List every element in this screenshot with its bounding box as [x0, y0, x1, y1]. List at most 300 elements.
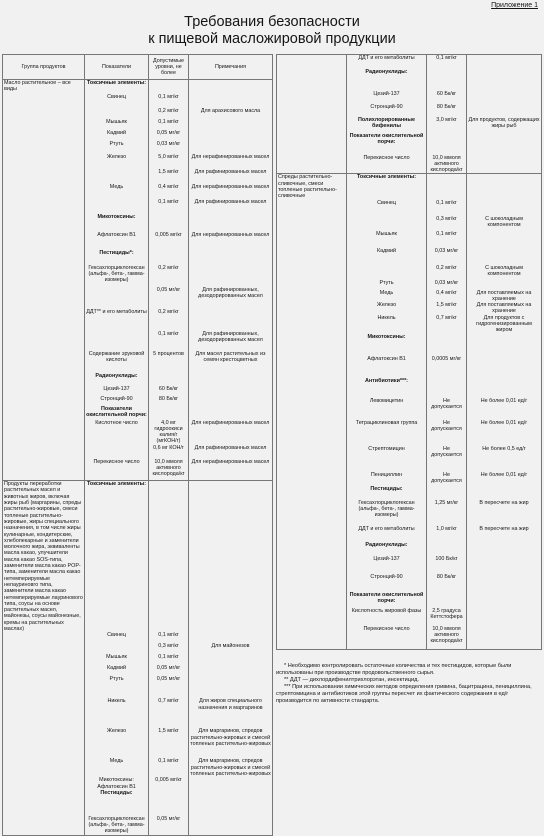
cell-note: Для рафинированных масел — [189, 199, 273, 214]
cell-indicator: Полихлорированные бифенилы — [347, 117, 427, 133]
cell-note — [189, 214, 273, 232]
cell-product-group — [3, 728, 85, 758]
cell-indicator: Радионуклиды: — [85, 373, 149, 386]
cell-allowed-level: 0,1 мг/кг — [149, 199, 189, 214]
table-row — [277, 280, 542, 290]
document-title — [0, 14, 544, 48]
cell-allowed-level — [149, 80, 189, 94]
cell-product-group — [277, 500, 347, 526]
cell-indicator: Медь — [347, 290, 427, 303]
cell-note — [189, 777, 273, 790]
table-row — [277, 91, 542, 104]
cell-allowed-level — [149, 250, 189, 265]
cell-note: С шоколадным компонентом — [467, 216, 542, 231]
cell-allowed-level: 0,1 мг/кг — [427, 200, 467, 216]
cell-allowed-level: 0,05 мг/кг — [149, 130, 189, 141]
cell-allowed-level: 0,005 мг/кг — [149, 777, 189, 790]
cell-product-group — [277, 626, 347, 650]
cell-note — [467, 542, 542, 556]
cell-note — [467, 231, 542, 248]
cell-allowed-level: 0,0005 мг/кг — [427, 356, 467, 378]
table-row — [3, 816, 273, 835]
cell-note: Для рафинированных, дезодорированных масел — [189, 331, 273, 351]
cell-product-group — [277, 556, 347, 574]
table-row — [3, 154, 273, 169]
cell-indicator: Ртуть — [347, 280, 427, 290]
cell-indicator: Никель — [347, 315, 427, 334]
cell-product-group — [3, 643, 85, 654]
table-row — [277, 398, 542, 420]
cell-allowed-level — [427, 174, 467, 200]
cell-note: Для маргаринов, спредов растительно-жировых и смесей топленых растительно-жировых — [189, 728, 273, 758]
cell-note — [467, 280, 542, 290]
cell-indicator: Железо — [85, 728, 149, 758]
cell-allowed-level: 0,1 мг/кг — [149, 331, 189, 351]
cell-allowed-level: 0,03 мг/кг — [427, 248, 467, 265]
cell-allowed-level: 1,5 мг/кг — [427, 302, 467, 315]
cell-allowed-level: 0,1 мг/кг — [149, 654, 189, 665]
cell-indicator: Микотоксины: Афлатоксин В1 — [85, 777, 149, 790]
cell-note: Для маргаринов, спредов растительно-жировых и смесей топленых растительно-жировых — [190, 758, 271, 777]
table-row — [3, 459, 273, 481]
cell-note: Для поставляемых на хранение — [467, 290, 542, 303]
cell-allowed-level: 0,2 мг/кг — [149, 309, 189, 331]
cell-allowed-level: 0,005 мг/кг — [149, 232, 189, 250]
cell-indicator: Стрептомицин — [347, 446, 427, 472]
cell-note — [189, 632, 273, 643]
cell-allowed-level: 0,6 мг КОН/г — [149, 445, 189, 459]
cell-note — [467, 356, 542, 378]
table-row — [277, 302, 542, 315]
cell-product-group — [277, 91, 347, 104]
cell-indicator — [85, 287, 149, 309]
table-row — [277, 248, 542, 265]
cell-product-group — [277, 216, 347, 231]
cell-allowed-level: 5,0 мг/кг — [149, 154, 189, 169]
cell-note — [189, 250, 273, 265]
table-row — [3, 130, 273, 141]
right-table-body — [277, 55, 542, 650]
cell-allowed-level: 0,1 мг/кг — [149, 119, 189, 130]
cell-note — [467, 486, 542, 500]
cell-product-group — [277, 592, 347, 608]
table-row — [3, 287, 273, 309]
cell-product-group — [277, 446, 347, 472]
cell-indicator: Кислотное число — [85, 420, 149, 445]
table-row — [277, 486, 542, 500]
cell-indicator: Левомицетин — [347, 398, 427, 420]
cell-indicator: Афлатоксин В1 — [85, 232, 149, 250]
cell-product-group — [277, 155, 347, 174]
table-row — [277, 290, 542, 303]
footnote-1: * Необходимо контролировать остаточные количества и тех пестицидов, которые были использованы при производстве продовольственного сырья. — [276, 663, 512, 676]
cell-product-group — [3, 108, 85, 119]
cell-note: Для нерафинированных масел — [189, 420, 273, 445]
cell-indicator: Токсичные элементы: — [85, 80, 149, 94]
cell-allowed-level — [149, 214, 189, 232]
table-row — [3, 698, 273, 728]
cell-note — [189, 265, 273, 287]
cell-indicator: ДДТ** и его метаболиты — [85, 309, 149, 331]
cell-product-group — [3, 676, 85, 698]
cell-note — [189, 654, 273, 665]
cell-indicator: Гексахлорциклогексан (альфа-, бета-, гамма-изомеры) — [85, 816, 149, 835]
table-row — [3, 351, 273, 373]
cell-indicator: Медь — [85, 184, 149, 199]
cell-note — [467, 378, 542, 398]
cell-product-group — [277, 472, 347, 486]
cell-indicator: Показатели окислительной порчи: — [347, 592, 427, 608]
cell-indicator: Радионуклиды: — [347, 69, 427, 91]
table-row — [3, 94, 273, 108]
cell-product-group — [3, 396, 85, 406]
cell-allowed-level — [427, 133, 467, 155]
cell-product-group — [277, 356, 347, 378]
cell-indicator — [85, 169, 149, 184]
table-row — [3, 331, 273, 351]
cell-indicator — [347, 216, 427, 231]
cell-allowed-level: 0,2 мг/кг — [149, 265, 189, 287]
cell-product-group — [3, 351, 85, 373]
table-row — [277, 592, 542, 608]
cell-allowed-level — [149, 373, 189, 386]
cell-allowed-level — [427, 69, 467, 91]
cell-indicator: Микотоксины: — [347, 334, 427, 356]
table-row — [3, 481, 273, 633]
cell-note: Для нерафинированных масел — [189, 184, 273, 199]
table-row — [3, 676, 273, 698]
cell-allowed-level — [149, 790, 189, 816]
table-row — [3, 141, 273, 154]
cell-allowed-level: 0,3 мг/кг — [149, 643, 189, 654]
table-row — [3, 420, 273, 445]
cell-product-group — [3, 265, 85, 287]
cell-allowed-level: 0,1 мг/кг — [427, 55, 467, 69]
table-row — [277, 231, 542, 248]
cell-allowed-level: 1,25 мг/кг — [427, 500, 467, 526]
cell-product-group — [3, 665, 85, 676]
cell-note: В пересчете на жир — [467, 500, 542, 526]
cell-product-group — [3, 698, 85, 728]
header-notes: Примечания — [189, 55, 273, 80]
cell-note: Для рафинированных, дезодорированных масел — [189, 287, 273, 309]
cell-product-group — [277, 315, 347, 334]
cell-indicator — [347, 265, 427, 280]
table-row — [3, 250, 273, 265]
cell-indicator: Показатели окислительной порчи: — [86, 405, 147, 418]
table-row — [3, 777, 273, 790]
table-row — [277, 542, 542, 556]
cell-indicator: Токсичные элементы: — [347, 174, 427, 200]
cell-indicator: Цезий-137 — [347, 556, 427, 574]
cell-product-group — [277, 608, 347, 626]
cell-note — [467, 556, 542, 574]
cell-allowed-level — [427, 542, 467, 556]
cell-note: В пересчете на жир — [467, 526, 542, 542]
cell-note — [467, 174, 542, 200]
cell-product-group — [3, 632, 85, 643]
cell-note — [467, 133, 542, 155]
cell-note: Для продуктов, содержащих жиры рыб — [467, 117, 542, 133]
cell-indicator: Микотоксины: — [85, 214, 149, 232]
cell-note: Не более 0,01 ед/г — [467, 398, 542, 420]
table-row — [277, 200, 542, 216]
cell-indicator: Антибиотики***: — [347, 378, 427, 398]
cell-note — [189, 119, 273, 130]
cell-allowed-level: Не допускается — [427, 398, 467, 420]
table-row — [3, 169, 273, 184]
table-row — [3, 406, 273, 420]
cell-allowed-level — [149, 406, 189, 420]
cell-allowed-level: 1,5 мг/кг — [149, 169, 189, 184]
cell-product-group — [277, 290, 347, 303]
cell-indicator: Мышьяк — [347, 231, 427, 248]
cell-note — [189, 386, 273, 396]
cell-indicator: ДДТ и его метаболиты — [347, 526, 427, 542]
cell-product-group — [3, 654, 85, 665]
cell-indicator: Пестициды: — [347, 486, 427, 500]
cell-note — [467, 334, 542, 356]
cell-product-group: Продукты переработки растительных масел и животных жиров, включая жиры рыб (маргарины, спреды растительно-жировые, смеси топленые растительно-жировые, жиры специального назначения, в том числе жиры кулинарные, кондитерские, хлебопекарные и заменители молочного жира, эквиваленты масла какао, улучшители масла какао SOS-типа, заменители масла какао POP-типа, заменители масла какао нетемперируемые нелауриновго типа, заменители масла какао нетемперируемые лауринового типа, соусы на основе растительных масел, майонезы, соусы майонезные, кремы на растительных маслах) — [4, 481, 83, 633]
appendix-label: Приложение 1 — [491, 2, 538, 9]
table-row — [3, 80, 273, 94]
cell-allowed-level: Не допускается — [427, 472, 467, 486]
table-row — [3, 396, 273, 406]
cell-allowed-level: Не допускается — [427, 446, 467, 472]
cell-indicator: Перекисное число — [85, 459, 149, 481]
cell-product-group — [277, 265, 347, 280]
requirements-table-left — [2, 54, 273, 836]
cell-product-group — [3, 386, 85, 396]
cell-product-group — [3, 790, 85, 816]
cell-note — [189, 676, 273, 698]
cell-allowed-level — [149, 481, 189, 633]
table-row — [277, 174, 542, 200]
table-row — [277, 334, 542, 356]
cell-note: Для нерафинированных масел — [189, 232, 273, 250]
cell-product-group: Спреды растительно-сливочные, смеси топленые растительно-сливочные — [277, 174, 347, 200]
cell-allowed-level: 80 Бк/кг — [427, 104, 467, 117]
table-row — [277, 117, 542, 133]
cell-allowed-level: 0,2 мг/кг — [427, 265, 467, 280]
cell-allowed-level: 0,4 мг/кг — [149, 184, 189, 199]
header-indicators: Показатели — [85, 55, 149, 80]
cell-product-group — [277, 486, 347, 500]
cell-indicator — [85, 199, 149, 214]
cell-indicator: Токсичные элементы: — [85, 481, 149, 633]
cell-allowed-level — [427, 592, 467, 608]
cell-indicator: Кислотность жировой фазы — [347, 608, 427, 626]
table-row — [277, 133, 542, 155]
table-row — [3, 265, 273, 287]
table-row — [277, 69, 542, 91]
table-row — [277, 55, 542, 69]
cell-product-group — [3, 287, 85, 309]
table-row — [3, 232, 273, 250]
cell-allowed-level: 0,05 мг/кг — [149, 816, 189, 835]
table-row — [277, 608, 542, 626]
cell-indicator: Радионуклиды: — [347, 542, 427, 556]
cell-note — [467, 608, 542, 626]
cell-note — [189, 80, 273, 94]
cell-indicator: Стронций-90 — [347, 104, 427, 117]
cell-indicator: Пестициды*: — [85, 250, 149, 265]
cell-note — [189, 406, 273, 420]
cell-product-group — [277, 334, 347, 356]
cell-product-group — [277, 398, 347, 420]
cell-product-group — [3, 445, 85, 459]
table-row — [277, 556, 542, 574]
cell-allowed-level: 10,0 ммоля активного кислорода/кг — [427, 626, 467, 650]
cell-indicator: ДДТ и его метаболиты — [347, 55, 427, 69]
cell-indicator: Ртуть — [85, 676, 149, 698]
cell-allowed-level: 3,0 мг/кг — [427, 117, 467, 133]
cell-note — [189, 396, 273, 406]
cell-allowed-level: 0,05 мг/кг — [149, 676, 189, 698]
cell-product-group — [3, 406, 85, 420]
table-row — [277, 265, 542, 280]
cell-indicator: Афлатоксин В1 — [347, 356, 427, 378]
cell-allowed-level: 60 Бк/кг — [427, 91, 467, 104]
cell-indicator: Мышьяк — [85, 119, 149, 130]
cell-note — [189, 373, 273, 386]
table-row — [3, 119, 273, 130]
cell-product-group — [277, 200, 347, 216]
table-row — [277, 626, 542, 650]
cell-note — [189, 481, 273, 633]
table-row — [277, 446, 542, 472]
cell-note — [189, 94, 273, 108]
title-line-1: Требования безопасности — [184, 14, 360, 30]
cell-allowed-level: 80 Бк/кг — [149, 396, 189, 406]
cell-product-group — [277, 231, 347, 248]
cell-allowed-level: 10,0 ммоля активного кислорода/кг — [149, 459, 189, 481]
cell-product-group — [3, 130, 85, 141]
cell-note — [467, 91, 542, 104]
cell-indicator: Цезий-137 — [347, 91, 427, 104]
cell-product-group — [3, 459, 85, 481]
table-row — [3, 445, 273, 459]
table-row — [277, 574, 542, 592]
cell-allowed-level — [427, 334, 467, 356]
cell-product-group — [277, 542, 347, 556]
cell-indicator: Мышьяк — [85, 654, 149, 665]
cell-indicator: Показатели окислительной порчи: — [347, 133, 427, 155]
cell-note: С шоколадным компонентом — [467, 265, 542, 280]
cell-product-group — [277, 248, 347, 265]
cell-note — [467, 248, 542, 265]
cell-product-group — [3, 816, 85, 835]
cell-product-group — [3, 119, 85, 130]
cell-allowed-level — [427, 378, 467, 398]
table-row — [3, 758, 273, 777]
table-row — [3, 386, 273, 396]
cell-note — [467, 104, 542, 117]
cell-indicator: Свинец — [347, 200, 427, 216]
cell-product-group — [277, 420, 347, 446]
cell-indicator: Свинец — [85, 632, 149, 643]
cell-note — [189, 816, 273, 835]
cell-product-group — [3, 141, 85, 154]
cell-allowed-level: 0,1 мг/кг — [149, 758, 189, 777]
cell-indicator: Кадмий — [85, 665, 149, 676]
cell-product-group — [3, 758, 85, 777]
footnotes — [276, 663, 541, 705]
cell-indicator: Тетрациклиновая группа — [347, 420, 427, 446]
cell-allowed-level: 0,4 мг/кг — [427, 290, 467, 303]
cell-product-group — [3, 184, 85, 199]
cell-product-group — [3, 214, 85, 232]
table-row — [3, 728, 273, 758]
cell-indicator: Кадмий — [85, 130, 149, 141]
cell-note: Для рафинированных масел — [189, 445, 273, 459]
cell-indicator: Медь — [85, 758, 149, 777]
cell-note: Для рафинированных масел — [189, 169, 273, 184]
cell-product-group — [3, 169, 85, 184]
cell-product-group — [277, 526, 347, 542]
header-allowed-levels: Допустимые уровни, не более — [149, 55, 189, 80]
table-row — [277, 472, 542, 486]
cell-product-group — [277, 69, 347, 91]
cell-indicator: Перекисное число — [347, 626, 427, 650]
cell-note — [189, 141, 273, 154]
table-row — [277, 356, 542, 378]
cell-indicator: Железо — [85, 154, 149, 169]
cell-allowed-level: 100 Бк/кг — [427, 556, 467, 574]
cell-note: Для продуктов с гидрогенизированным жиром — [467, 315, 542, 334]
cell-indicator: Пестициды: — [85, 790, 149, 816]
table-row — [277, 378, 542, 398]
cell-note: Не более 0,01 ед/г — [467, 472, 542, 486]
cell-note: Для арахисового масла — [189, 108, 273, 119]
cell-allowed-level: 80 Бк/кг — [427, 574, 467, 592]
cell-note: Не более 0,5 ед/г — [467, 446, 542, 472]
cell-indicator: Ртуть — [85, 141, 149, 154]
cell-note: Для нерафинированных масел — [189, 459, 273, 481]
cell-note — [189, 790, 273, 816]
cell-allowed-level: 4,0 мг гидроокиси калия/г (мгКОН/г) — [149, 420, 189, 445]
cell-indicator — [85, 643, 149, 654]
header-product-group: Группа продуктов — [3, 55, 85, 80]
cell-allowed-level: 5 процентов — [149, 351, 189, 373]
cell-indicator: Цезий-137 — [85, 386, 149, 396]
cell-indicator: Гексахлорциклогексан (альфа-, бета-, гамма-изомеры) — [347, 500, 427, 526]
cell-indicator — [85, 331, 149, 351]
cell-note — [467, 69, 542, 91]
cell-note — [189, 665, 273, 676]
table-row — [3, 373, 273, 386]
cell-note — [467, 155, 542, 174]
cell-allowed-level: 60 Бк/кг — [149, 386, 189, 396]
cell-indicator: Стронций-90 — [85, 396, 149, 406]
table-row — [3, 643, 273, 654]
table-row — [277, 315, 542, 334]
cell-product-group — [277, 55, 347, 69]
cell-allowed-level: 0,1 мг/кг — [427, 231, 467, 248]
cell-product-group — [3, 331, 85, 351]
cell-allowed-level: 2,5 градуса Кеттстофера — [427, 608, 467, 626]
table-row — [3, 108, 273, 119]
cell-indicator: Кадмий — [347, 248, 427, 265]
cell-product-group — [277, 574, 347, 592]
footnote-3: *** При использовании химических методов определения гривина, бацитрацина, пенициллина, стрептомицина и антибиотиков этой группы пересчет их фактического содержания в ед/г производится по активности стандарта. — [276, 684, 532, 704]
cell-note — [467, 574, 542, 592]
cell-note — [189, 130, 273, 141]
table-row — [277, 526, 542, 542]
cell-note: Для майонезов — [189, 643, 273, 654]
cell-indicator: Перекисное число — [347, 155, 427, 174]
table-row — [277, 216, 542, 231]
